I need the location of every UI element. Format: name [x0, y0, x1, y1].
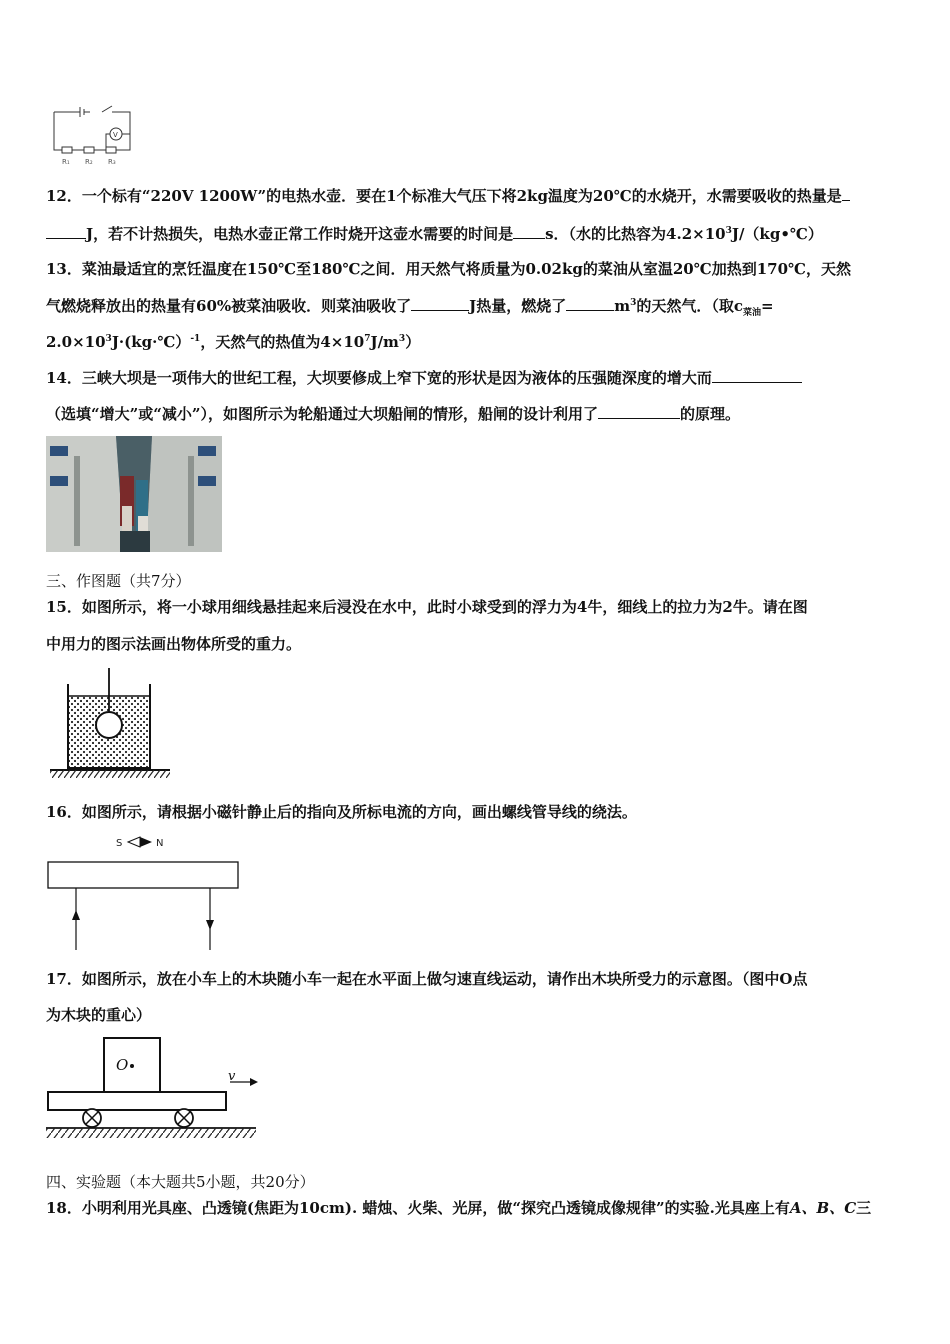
q15-ball-in-water-figure — [46, 666, 174, 782]
q12-blank-3[interactable] — [513, 224, 545, 239]
r3-label: R₃ — [108, 158, 116, 166]
ball — [96, 712, 122, 738]
section3-title: 三、作图题（共7分） — [46, 572, 191, 590]
q15-line1: 15．如图所示，将一小球用细线悬挂起来后浸没在水中，此时小球受到的浮力为4牛，细线上的拉力为2牛。请在图 — [46, 598, 808, 616]
needle-n-label: N — [156, 838, 164, 849]
q18-line1: 18．小明利用光具座、凸透镜(焦距为10cm). 蜡烛、火柴、光屏，做“探究凸透镜成像规律”的实验.光具座上有A、B、C三 — [46, 1199, 872, 1217]
needle-s-label: S — [116, 838, 123, 849]
q14-line2: （选填“增大”或“减小”），如图所示为轮船通过大坝船闸的情形，船闸的设计利用了 的原理。 — [46, 405, 741, 423]
q17-line2: 为木块的重心） — [46, 1006, 152, 1024]
q14-line1: 14．三峡大坝是一项伟大的世纪工程，大坝要修成上窄下宽的形状是因为液体的压强随深度的增大而 — [46, 368, 906, 388]
meter-label: V — [113, 131, 118, 139]
current-arrow-up — [72, 910, 80, 920]
circuit-diagram — [50, 100, 136, 168]
q13-line2: 气燃烧释放出的热量有60%被菜油吸收．则菜油吸收了 J热量，燃烧了 $m^3$的天然气．（取$c_{菜油}=$ — [46, 297, 774, 318]
q14-blank-2[interactable] — [598, 404, 680, 419]
q16-solenoid-figure — [44, 830, 244, 954]
q12-blank-1[interactable] — [842, 186, 850, 201]
cart-body — [48, 1092, 226, 1110]
center-o-label: O — [116, 1056, 129, 1074]
q13-blank-2[interactable] — [566, 296, 614, 311]
q16-line1: 16．如图所示，请根据小磁针静止后的指向及所标电流的方向，画出螺线管导线的绕法。 — [46, 803, 637, 821]
ship-lock-photo — [46, 436, 222, 552]
wheel-right — [175, 1109, 193, 1127]
q13-blank-1[interactable] — [411, 296, 469, 311]
velocity-label: v — [228, 1069, 236, 1084]
magnetic-needle-south — [128, 837, 140, 847]
q15-line2: 中用力的图示法画出物体所受的重力。 — [46, 635, 302, 653]
section4-title: 四、实验题（本大题共5小题，共20分） — [46, 1173, 315, 1191]
q17-line1: 17．如图所示，放在小车上的木块随小车一起在水平面上做匀速直线运动，请作出木块所受力的示意图。（图中O点 — [46, 970, 808, 988]
q12-line2: J，若不计热损失，电热水壶正常工作时烧开这壶水需要的时间是 s．（水的比热容为$4.2\times 10^3J/(kg•℃)$ — [46, 224, 906, 244]
q14-blank-1[interactable] — [712, 368, 802, 383]
q17-cart-figure — [44, 1034, 262, 1146]
r2-label: R₂ — [85, 158, 93, 166]
q12-blank-2[interactable] — [46, 224, 86, 239]
magnetic-needle-north — [140, 837, 152, 847]
solenoid-tube — [48, 862, 238, 888]
r1-label: R₁ — [62, 158, 70, 166]
q13-line1: 13．菜油最适宜的烹饪温度在150℃至180℃之间．用天然气将质量为0.02kg的菜油从室温20℃加热到170℃，天然 — [46, 260, 851, 278]
current-arrow-down — [206, 920, 214, 930]
wheel-left — [83, 1109, 101, 1127]
q12-line1: 12．一个标有“220V 1200W”的电热水壶．要在1个标准大气压下将2kg温度为20℃的水烧开，水需要吸收的热量是 — [46, 186, 906, 206]
ground-hatch-2 — [46, 1128, 256, 1138]
center-of-gravity — [130, 1064, 134, 1068]
ship-lock-illustration — [46, 436, 222, 552]
ground-hatch — [50, 770, 170, 778]
q13-line3: $2.0\times 10^3J\cdot(kg\cdot℃)^{-1}$，天然气的热值为$4\times 10^7J/m^3$） — [46, 333, 421, 351]
